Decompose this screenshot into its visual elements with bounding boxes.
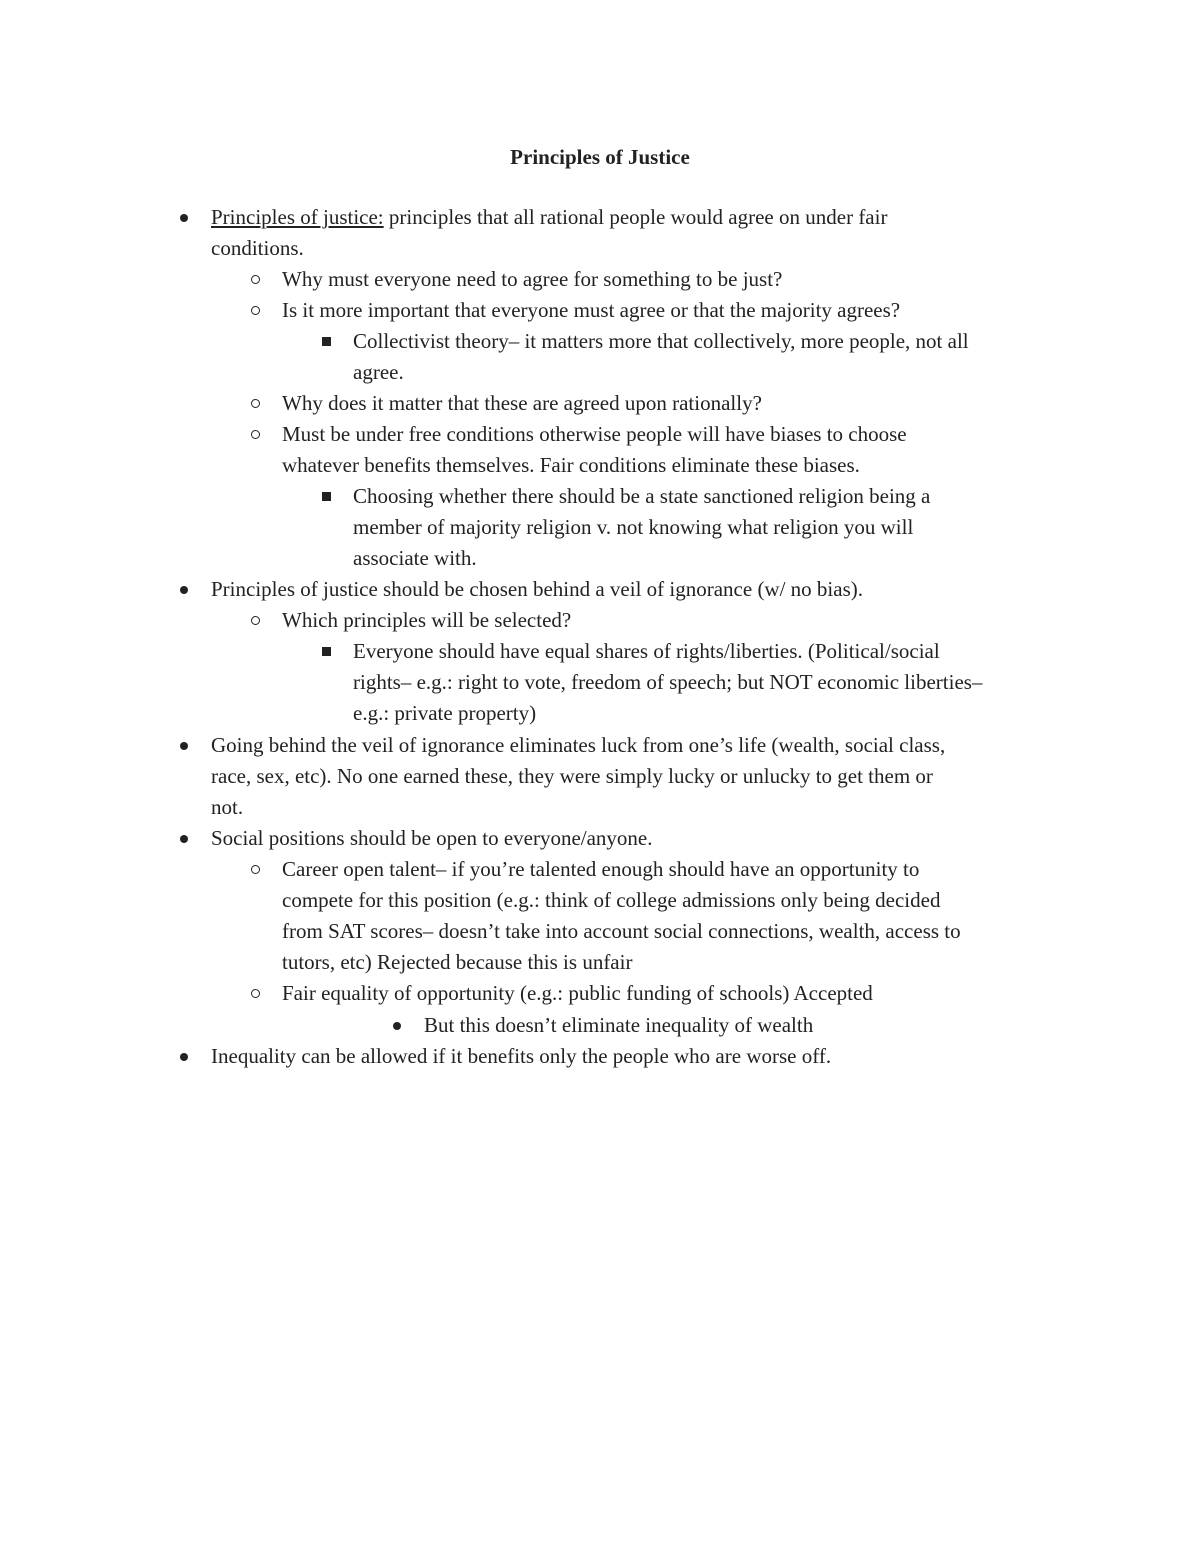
list-item-continuation: rights– e.g.: right to vote, freedom of speech; but NOT economic liberties–	[353, 670, 983, 694]
bullet-disc-icon	[387, 1010, 407, 1041]
list-item-continuation: e.g.: private property)	[353, 701, 537, 725]
list-item-continuation: compete for this position (e.g.: think of college admissions only being decided	[282, 888, 941, 912]
list-item: Is it more important that everyone must agree or that the majority agrees?	[282, 298, 901, 322]
list-item-continuation: member of majority religion v. not knowing what religion you will	[353, 515, 914, 539]
list-item: Choosing whether there should be a state sanctioned religion being a	[353, 484, 931, 508]
bullet-circle-icon	[245, 388, 265, 419]
list-item-continuation: agree.	[353, 360, 404, 384]
bullet-circle-icon	[245, 264, 265, 295]
list-item: Going behind the veil of ignorance eliminates luck from one’s life (wealth, social class,	[211, 733, 946, 757]
bullet-circle-icon	[245, 854, 265, 885]
list-item: Principles of justice should be chosen behind a veil of ignorance (w/ no bias).	[211, 577, 864, 601]
document-title: Principles of Justice	[510, 145, 690, 169]
list-item-continuation: conditions.	[211, 236, 304, 260]
list-item	[211, 202, 887, 233]
list-item-continuation: whatever benefits themselves. Fair conditions eliminate these biases.	[282, 453, 860, 477]
bullet-disc-icon	[174, 1041, 194, 1072]
bullet-circle-icon	[245, 978, 265, 1009]
list-item: Inequality can be allowed if it benefits only the people who are worse off.	[211, 1044, 832, 1068]
list-item: Why does it matter that these are agreed upon rationally?	[282, 391, 762, 415]
list-item-continuation: associate with.	[353, 546, 477, 570]
bullet-circle-icon	[245, 295, 265, 326]
list-item: Which principles will be selected?	[282, 608, 572, 632]
list-item-continuation: race, sex, etc). No one earned these, they were simply lucky or unlucky to get them or	[211, 764, 933, 788]
bullet-square-icon	[316, 481, 336, 512]
list-item: Fair equality of opportunity (e.g.: public funding of schools) Accepted	[282, 981, 873, 1005]
list-item: Must be under free conditions otherwise people will have biases to choose	[282, 422, 907, 446]
list-item-continuation: tutors, etc) Rejected because this is unfair	[282, 950, 633, 974]
bullet-disc-icon	[174, 202, 194, 233]
bullet-square-icon	[316, 326, 336, 357]
bullet-disc-icon	[174, 574, 194, 605]
bullet-square-icon	[316, 636, 336, 667]
list-item: Why must everyone need to agree for something to be just?	[282, 267, 783, 291]
defined-term: Principles of justice:	[211, 205, 384, 229]
list-item: Social positions should be open to everyone/anyone.	[211, 826, 653, 850]
bullet-disc-icon	[174, 823, 194, 854]
list-item: Career open talent– if you’re talented enough should have an opportunity to	[282, 857, 920, 881]
list-item-text: principles that all rational people would agree on under fair	[383, 205, 888, 229]
list-item: But this doesn’t eliminate inequality of wealth	[424, 1013, 814, 1037]
bullet-disc-icon	[174, 730, 194, 761]
bullet-circle-icon	[245, 419, 265, 450]
list-item: Everyone should have equal shares of rights/liberties. (Political/social	[353, 639, 940, 663]
list-item: Collectivist theory– it matters more that collectively, more people, not all	[353, 329, 969, 353]
list-item-continuation: not.	[211, 795, 244, 819]
list-item-continuation: from SAT scores– doesn’t take into account social connections, wealth, access to	[282, 919, 961, 943]
bullet-circle-icon	[245, 605, 265, 636]
